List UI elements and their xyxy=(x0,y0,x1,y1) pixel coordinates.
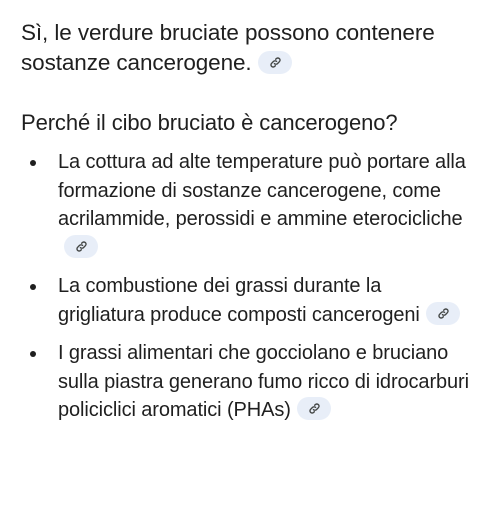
intro-text: Sì, le verdure bruciate possono contenere sostanze cancerogene. xyxy=(21,20,435,75)
bullet-dot xyxy=(30,351,36,357)
section-heading: Perché il cibo bruciato è cancerogeno? xyxy=(21,110,398,135)
link-icon xyxy=(308,402,321,415)
list-item xyxy=(21,272,471,329)
link-icon xyxy=(75,240,88,253)
intro-paragraph xyxy=(21,16,471,78)
source-link-chip[interactable] xyxy=(426,302,460,325)
source-link-chip[interactable] xyxy=(258,51,292,74)
bullet-text: La cottura ad alte temperature può portare alla formazione di sostanze cancerogene, come acrilammide, perossidi e ammine eterocicliche xyxy=(58,151,466,230)
bullet-text: La combustione dei grassi durante la grigliatura produce composti cancerogeni xyxy=(58,275,420,326)
link-icon xyxy=(437,307,450,320)
bullet-text: I grassi alimentari che gocciolano e bruciano sulla piastra generano fumo ricco di idrocarburi policiclici aromatici (PHAs) xyxy=(58,342,469,421)
list-item xyxy=(21,148,471,262)
link-icon xyxy=(269,56,282,69)
source-link-chip[interactable] xyxy=(297,397,331,420)
bullet-dot xyxy=(30,160,36,166)
list-item xyxy=(21,339,471,425)
bullet-list xyxy=(21,148,471,425)
bullet-dot xyxy=(30,284,36,290)
source-link-chip[interactable] xyxy=(64,235,98,258)
